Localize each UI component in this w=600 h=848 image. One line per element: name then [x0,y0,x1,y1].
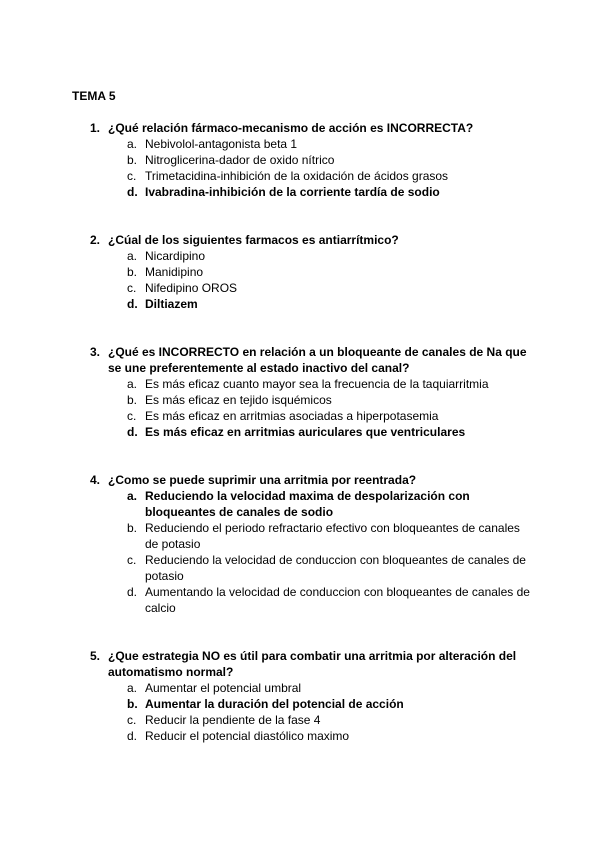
option-b [0,264,600,280]
question-text: ¿Qué relación fármaco-mecanismo de acción es INCORRECTA? [108,121,474,135]
question-text: ¿Cúal de los siguientes farmacos es antiarrítmico? [108,233,399,247]
option-text: Aumentar la duración del potencial de acción [145,697,404,711]
question-number: 1. [90,121,101,135]
option-c [0,280,600,296]
question-5 [0,648,600,744]
option-text: Manidipino [145,265,204,279]
option-letter: b. [127,697,138,711]
question-4 [0,472,600,616]
option-letter: a. [127,137,138,151]
option-text: Aumentar el potencial umbral [145,681,302,695]
question-2 [0,232,600,312]
page-title: TEMA 5 [72,89,116,103]
option-letter: d. [127,185,138,199]
option-letter: c. [127,553,137,567]
option-b [0,392,600,408]
option-letter: a. [127,489,138,503]
option-text: Reduciendo el periodo refractario efectivo con bloqueantes de canales de potasio [145,521,520,551]
question-stem [0,232,600,248]
option-letter: b. [127,521,138,535]
option-letter: c. [127,281,137,295]
option-b [0,520,600,552]
option-text: Es más eficaz en arritmias asociadas a hiperpotasemia [145,409,439,423]
question-text: ¿Qué es INCORRECTO en relación a un bloqueante de canales de Na que se une preferentemente al estado inactivo del canal? [108,345,527,375]
option-letter: c. [127,409,137,423]
option-text: Reducir la pendiente de la fase 4 [145,713,321,727]
option-letter: a. [127,681,138,695]
option-text: Reduciendo la velocidad de conduccion con bloqueantes de canales de potasio [145,553,526,583]
option-letter: c. [127,169,137,183]
option-d [0,584,600,616]
option-letter: a. [127,377,138,391]
option-c [0,552,600,584]
option-text: Es más eficaz cuanto mayor sea la frecuencia de la taquiarritmia [145,377,489,391]
option-text: Diltiazem [145,297,198,311]
option-text: Nebivolol-antagonista beta 1 [145,137,298,151]
option-text: Nifedipino OROS [145,281,238,295]
option-letter: d. [127,297,138,311]
option-c [0,408,600,424]
option-letter: a. [127,249,138,263]
option-letter: b. [127,393,138,407]
option-text: Nitroglicerina-dador de oxido nítrico [145,153,335,167]
option-d-correct [0,296,600,312]
option-text: Es más eficaz en tejido isquémicos [145,393,332,407]
question-number: 5. [90,649,101,663]
option-letter: b. [127,153,138,167]
option-c [0,712,600,728]
option-text: Reducir el potencial diastólico maximo [145,729,350,743]
option-b-correct [0,696,600,712]
question-number: 4. [90,473,101,487]
option-text: Es más eficaz en arritmias auriculares que ventriculares [145,425,466,439]
option-d [0,728,600,744]
option-text: Reduciendo la velocidad maxima de despolarización con bloqueantes de canales de sodio [145,489,470,519]
option-b [0,152,600,168]
question-text: ¿Que estrategia NO es útil para combatir una arritmia por alteración del automatismo normal? [108,649,517,679]
option-c [0,168,600,184]
option-text: Aumentando la velocidad de conduccion con bloqueantes de canales de calcio [145,585,530,615]
option-text: Ivabradina-inhibición de la corriente tardía de sodio [145,185,440,199]
option-letter: b. [127,265,138,279]
option-text: Trimetacidina-inhibición de la oxidación de ácidos grasos [145,169,449,183]
question-stem [0,344,600,376]
option-a [0,136,600,152]
option-d-correct [0,424,600,440]
option-letter: c. [127,713,137,727]
option-d-correct [0,184,600,200]
option-a-correct [0,488,600,520]
question-text: ¿Como se puede suprimir una arritmia por reentrada? [108,473,417,487]
question-number: 3. [90,345,101,359]
option-letter: d. [127,585,138,599]
option-letter: d. [127,425,138,439]
option-letter: d. [127,729,138,743]
question-number: 2. [90,233,101,247]
option-a [0,376,600,392]
question-3 [0,344,600,440]
question-stem [0,648,600,680]
option-text: Nicardipino [145,249,206,263]
option-a [0,248,600,264]
question-1 [0,120,600,200]
question-stem [0,120,600,136]
question-stem [0,472,600,488]
option-a [0,680,600,696]
